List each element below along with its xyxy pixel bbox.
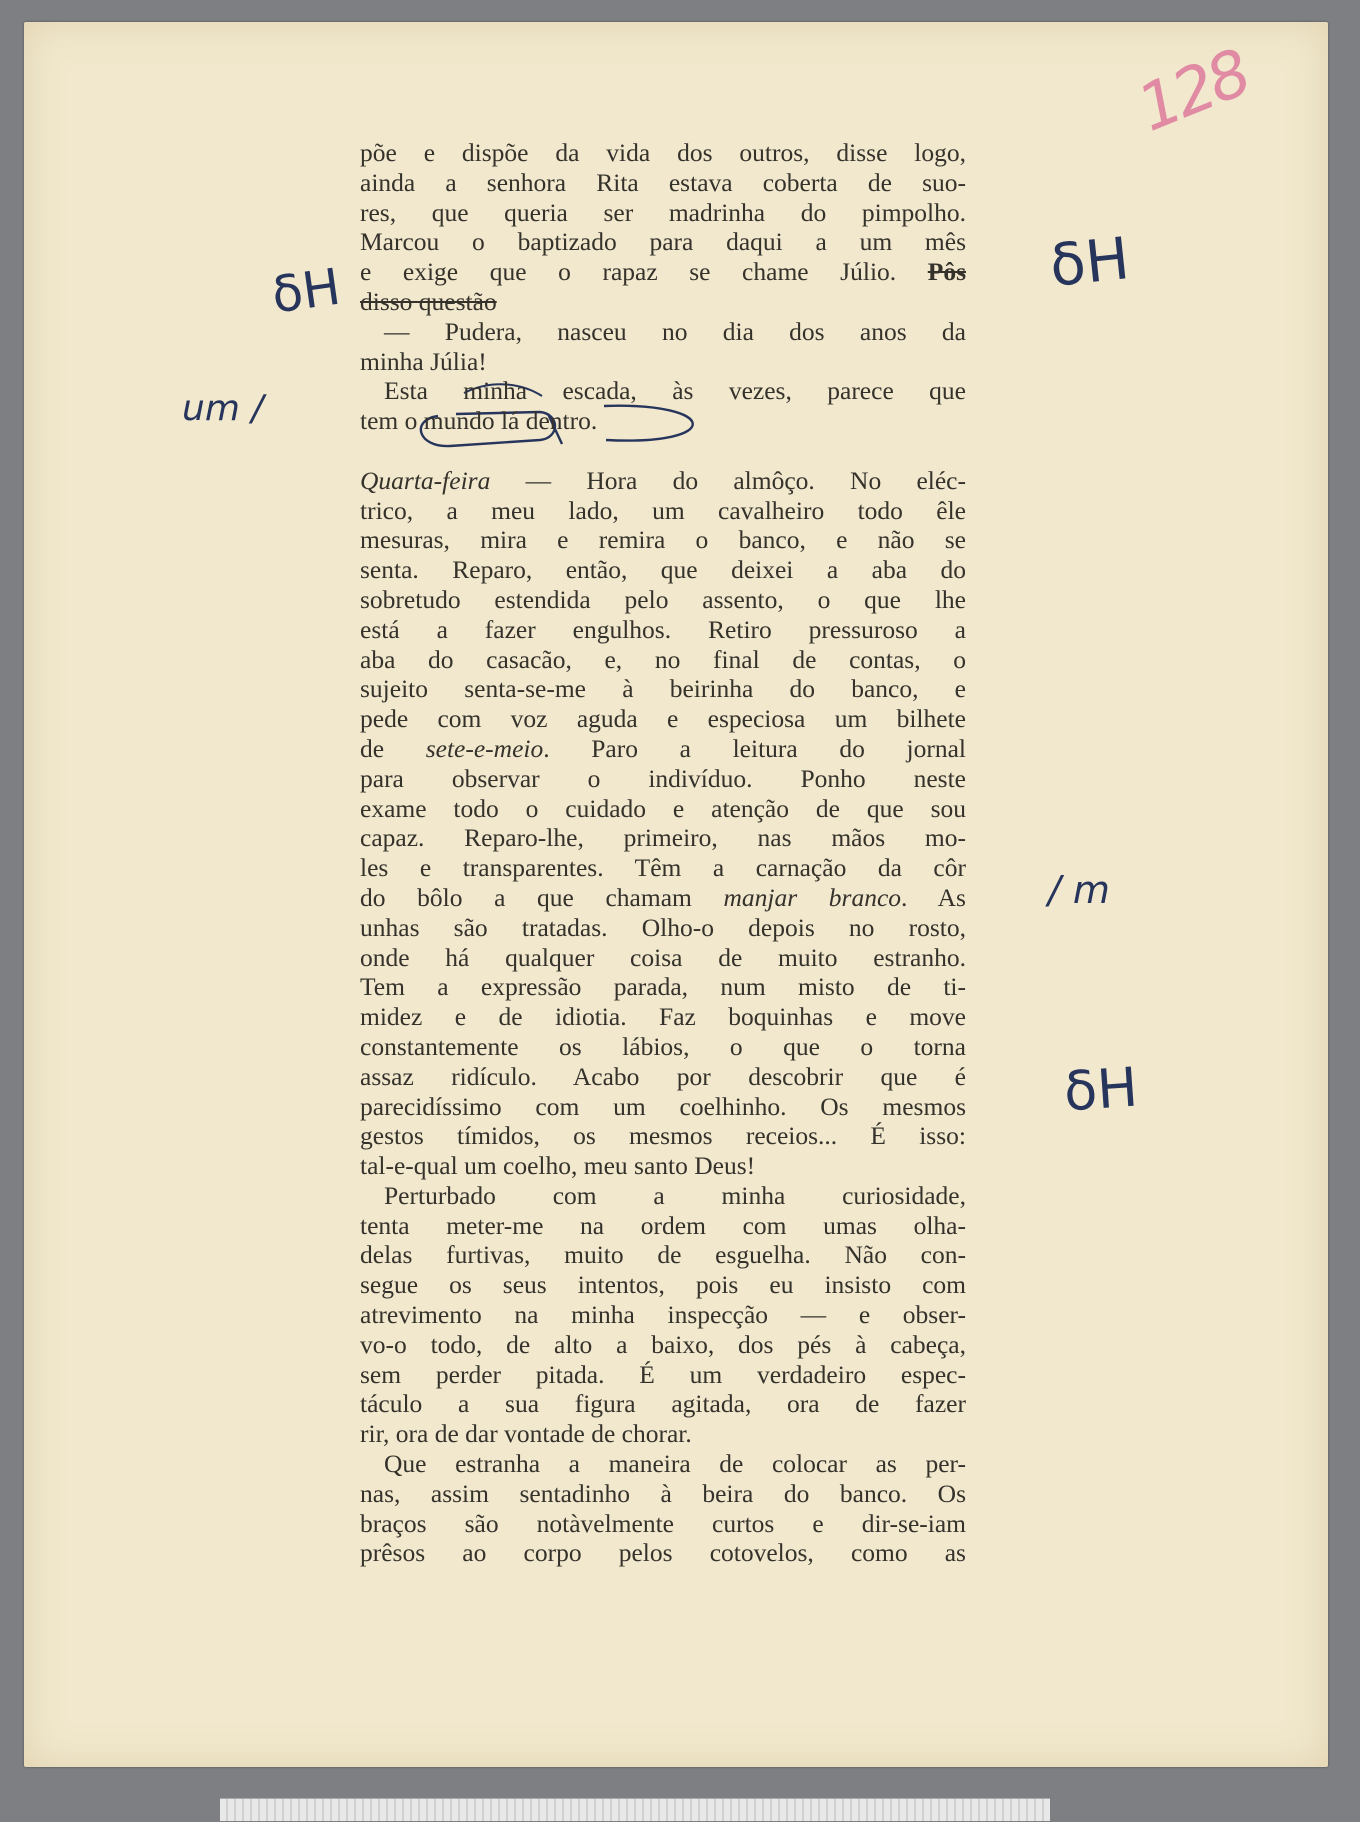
text-line: exame todo o cuidado e atenção de que sou — [360, 793, 966, 823]
text-line: tem o mundo lá dentro. — [360, 406, 598, 436]
text-line: atrevimento na minha inspecção — e obser- — [360, 1300, 966, 1330]
margin-mark-right-m: / m — [1048, 868, 1110, 912]
text-line — [360, 883, 966, 913]
margin-mark-left-um: um / — [182, 388, 264, 429]
text-fragment: e exige que o rapaz se chame Júlio. — [360, 257, 897, 287]
text-line: les e transparentes. Têm a carnação da côr — [360, 853, 966, 883]
text-line: capaz. Reparo-lhe, primeiro, nas mãos mo- — [360, 823, 966, 853]
text-line: Que estranha a maneira de colocar as per- — [384, 1449, 966, 1479]
text-fragment: . As — [901, 882, 966, 912]
text-line: Marcou o baptizado para daqui a um mês — [360, 227, 966, 257]
text-line: parecidíssimo com um coelhinho. Os mesmos — [360, 1091, 966, 1121]
margin-mark-right-bottom: δH — [1061, 1055, 1140, 1124]
text-line: põe e dispõe da vida dos outros, disse logo, — [360, 138, 966, 167]
text-line — [360, 257, 966, 287]
text-line — [360, 734, 966, 764]
text-line: minha Júlia! — [360, 346, 487, 376]
text-line: sem perder pitada. É um verdadeiro espec- — [360, 1359, 966, 1389]
text-line: trico, a meu lado, um cavalheiro todo êle — [360, 495, 966, 525]
text-line: onde há qualquer coisa de muito estranho. — [360, 942, 966, 972]
text-line: Esta minha escada, às vezes, parece que — [384, 376, 966, 406]
text-line: nas, assim sentadinho à beira do banco. Os — [360, 1478, 966, 1508]
text-line: constantemente os lábios, o que o torna — [360, 1031, 966, 1061]
text-line: tal-e-qual um coelho, meu santo Deus! — [360, 1151, 756, 1181]
text-line: rir, ora de dar vontade de chorar. — [360, 1419, 692, 1449]
text-line: ainda a senhora Rita estava coberta de suo- — [360, 167, 966, 197]
text-line: aba do casacão, e, no final de contas, o — [360, 644, 966, 674]
text-line: está a fazer engulhos. Retiro pressuroso a — [360, 614, 966, 644]
text-line: mesuras, mira e remira o banco, e não se — [360, 525, 966, 555]
book-text — [360, 138, 966, 1568]
text-line: vo-o todo, de alto a baixo, dos pés à cabeça, — [360, 1329, 966, 1359]
text-line: — Pudera, nasceu no dia dos anos da — [384, 316, 966, 346]
text-fragment: de — [360, 733, 426, 763]
italic-text: manjar branco — [723, 882, 902, 912]
text-line: braços são notàvelmente curtos e dir-se-iam — [360, 1508, 966, 1538]
text-line: assaz ridículo. Acabo por descobrir que é — [360, 1061, 966, 1091]
text-fragment: . Paro a leitura do jornal — [543, 733, 966, 763]
text-line: delas furtivas, muito de esguelha. Não con- — [360, 1240, 966, 1270]
text-fragment: do bôlo a que chamam — [360, 882, 724, 912]
paragraph-gap — [360, 436, 966, 466]
margin-mark-left-top: δH — [268, 257, 344, 325]
struck-text: disso questão — [360, 286, 497, 316]
text-line: sujeito senta-se-me à beirinha do banco, e — [360, 674, 966, 704]
text-line: táculo a sua figura agitada, ora de fazer — [360, 1389, 966, 1419]
page-number: 128 — [1128, 36, 1258, 147]
text-line: Tem a expressão parada, num misto de ti- — [360, 972, 966, 1002]
text-line: midez e de idiotia. Faz boquinhas e move — [360, 1002, 966, 1032]
italic-text: Quarta-feira — [360, 465, 491, 495]
struck-word: Pôs — [927, 257, 966, 287]
text-line: segue os seus intentos, pois eu insisto com — [360, 1270, 966, 1300]
text-line: sobretudo estendida pelo assento, o que lhe — [360, 584, 966, 614]
text-line: Perturbado com a minha curiosidade, — [384, 1180, 966, 1210]
text-line: unhas são tratadas. Olho-o depois no rosto, — [360, 912, 966, 942]
text-fragment: — Hora do almôço. No eléc- — [490, 465, 966, 495]
text-line: para observar o indivíduo. Ponho neste — [360, 763, 966, 793]
text-line — [360, 287, 966, 317]
text-line: gestos tímidos, os mesmos receios... É isso: — [360, 1121, 966, 1151]
margin-mark-right-top: δH — [1046, 224, 1133, 300]
italic-text: sete-e-meio — [425, 733, 544, 763]
text-line: tenta meter-me na ordem com umas olha- — [360, 1210, 966, 1240]
text-line: res, que queria ser madrinha do pimpolho. — [360, 197, 966, 227]
text-line — [360, 466, 966, 496]
text-line: senta. Reparo, então, que deixei a aba do — [360, 555, 966, 585]
text-line: prêsos ao corpo pelos cotovelos, como as — [360, 1538, 966, 1568]
text-line: pede com voz aguda e especiosa um bilhete — [360, 704, 966, 734]
scan-ruler — [220, 1798, 1050, 1821]
